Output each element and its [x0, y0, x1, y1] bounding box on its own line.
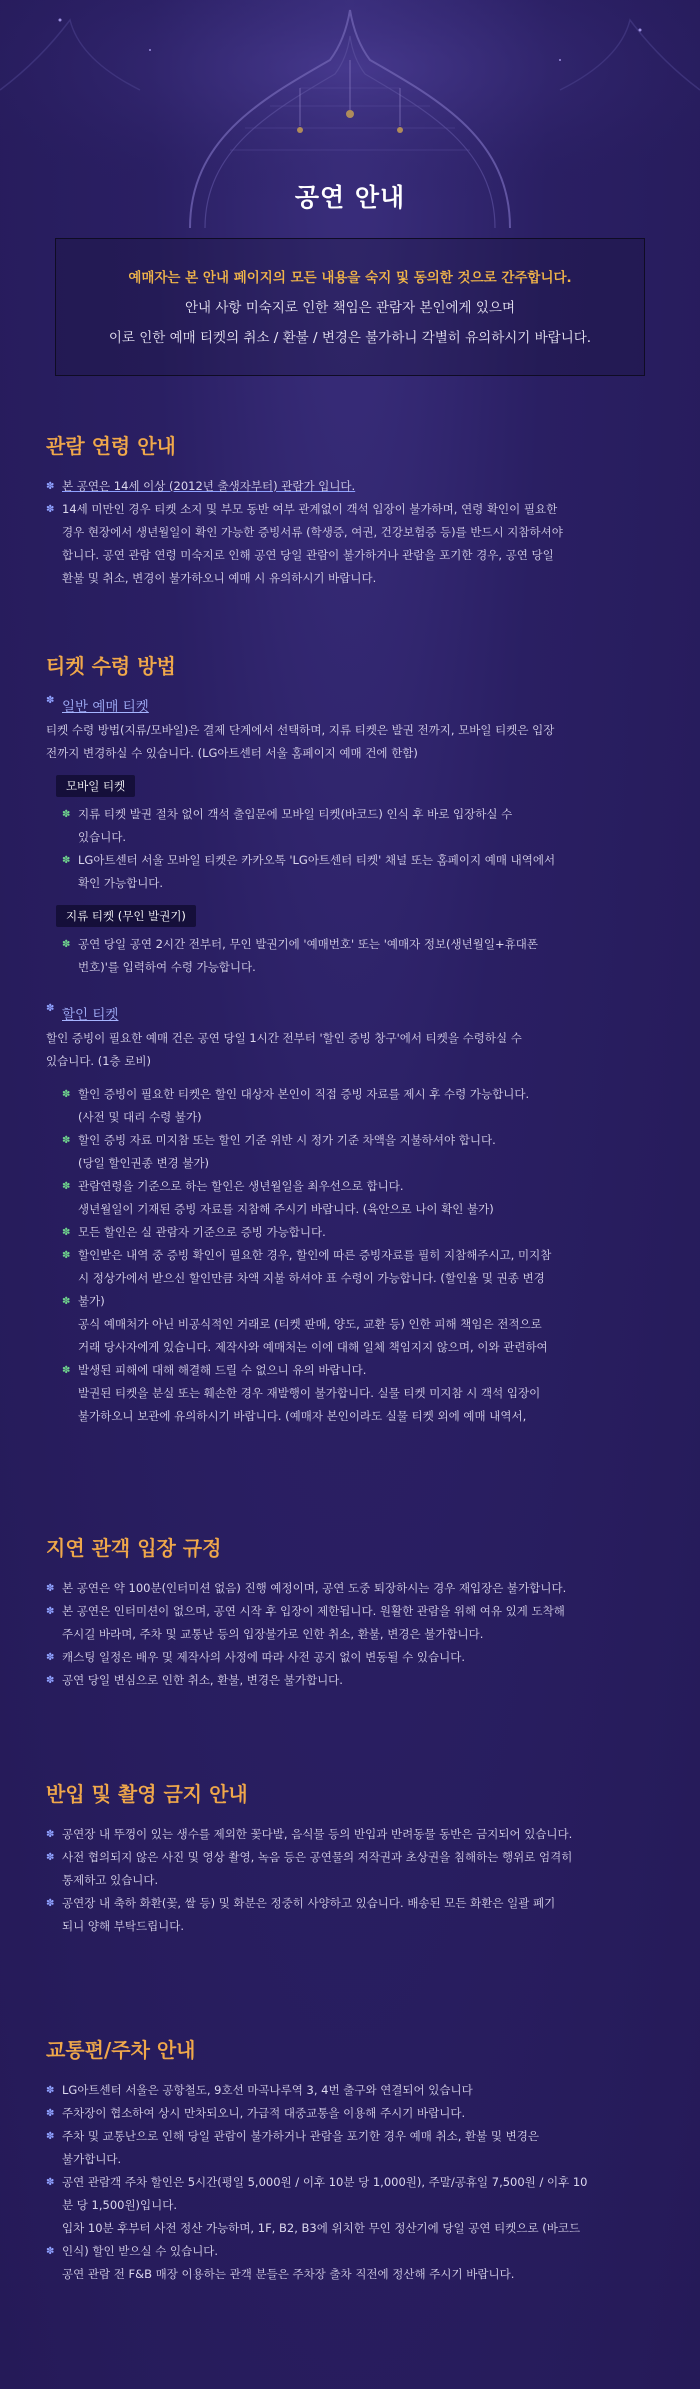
bullet-cont: 시 정상가에서 받으신 할인만큼 차액 지불 하셔야 표 수령이 가능합니다. (할인율 및 권종 변경	[78, 1271, 545, 1285]
tag-paper-ticket: 지류 티켓 (무인 발권기)	[56, 905, 196, 927]
bullet-text: 할인 증빙이 필요한 티켓은 할인 대상자 본인이 직접 증빙 자료를 제시 후 수령 가능합니다.	[78, 1087, 530, 1101]
bullet-item	[46, 1600, 666, 1623]
bullet-item	[46, 1846, 666, 1869]
bullet-text: 공연 관람객 주차 할인은 5시간(평일 5,000원 / 이후 10분 당 1,000원), 주말/공휴일 7,500원 / 이후 10	[62, 2175, 588, 2189]
bullet-item	[46, 2079, 666, 2102]
bullet-cont: 공연 관람 전 F&B 매장 이용하는 관객 분들은 주차장 출차 직전에 정산해 주시기 바랍니다.	[62, 2267, 515, 2281]
bullet-cont: 있습니다.	[78, 830, 127, 844]
bullet-text: 사전 협의되지 않은 사진 및 영상 촬영, 녹음 등은 공연물의 저작권과 초상권을 침해하는 행위로 엄격히	[62, 1850, 573, 1864]
section-title: 교통편/주차 안내	[46, 2038, 196, 2062]
text-line: 티켓 수령 방법(지류/모바일)은 결제 단계에서 선택하며, 지류 티켓은 발권 전까지, 모바일 티켓은 입장	[46, 723, 555, 737]
bullet-text: LG아트센터 서울 모바일 티켓은 카카오톡 'LG아트센터 티켓' 채널 또는 홈페이지 예매 내역에서	[78, 853, 556, 867]
bullet-item	[46, 1646, 666, 1669]
bullet-item	[46, 475, 666, 498]
notice-line: 이로 인한 예매 티켓의 취소 / 환불 / 변경은 불가하니 각별히 유의하시기 바랍니다.	[108, 330, 592, 346]
bullet-text: 모든 할인은 실 관람자 기준으로 증빙 가능합니다.	[78, 1225, 326, 1239]
bullet-item	[46, 2125, 666, 2148]
bullet-text: 공연장 내 축하 화환(꽃, 쌀 등) 및 화분은 정중히 사양하고 있습니다. 배송된 모든 화환은 일괄 폐기	[62, 1896, 556, 1910]
notice-highlight: 예매자는 본 안내 페이지의 모든 내용을 숙지 및 동의한 것으로 간주합니다.	[128, 270, 572, 286]
section-title: 관람 연령 안내	[46, 434, 176, 458]
bullet-item	[62, 1290, 666, 1313]
bullet-text: 본 공연은 인터미션이 없으며, 공연 시작 후 입장이 제한됩니다. 원활한 관람을 위해 여유 있게 도착해	[62, 1604, 565, 1618]
section-prohibition	[46, 1778, 666, 1938]
section-title: 티켓 수령 방법	[46, 654, 176, 678]
bullet-cont: 공식 예매처가 아닌 비공식적인 거래로 (티켓 판매, 양도, 교환 등) 인한 피해 책임은 전적으로	[78, 1317, 542, 1331]
bullet-cont: 통제하고 있습니다.	[62, 1873, 159, 1887]
bullet-item	[46, 2102, 666, 2125]
bullet-text: 할인받은 내역 중 증빙 확인이 필요한 경우, 할인에 따른 증빙자료를 필히 지참해주시고, 미지참	[78, 1248, 552, 1262]
section-late-entry	[46, 1532, 666, 1692]
bullet-text: 지류 티켓 발권 절차 없이 객석 출입문에 모바일 티켓(바코드) 인식 후 바로 입장하실 수	[78, 807, 513, 821]
bullet-text: 주차장이 협소하여 상시 만차되오니, 가급적 대중교통을 이용해 주시기 바랍니다.	[62, 2106, 466, 2120]
bullet-text: 할인 증빙 자료 미지참 또는 할인 기준 위반 시 정가 기준 차액을 지불하셔야 합니다.	[78, 1133, 496, 1147]
bullet-text: 주차 및 교통난으로 인해 당일 관람이 불가하거나 관람을 포기한 경우 예매 취소, 환불 및 변경은	[62, 2129, 539, 2143]
notice-line: 안내 사항 미숙지로 인한 책임은 관람자 본인에게 있으며	[185, 300, 515, 316]
bullet-cont: (사전 및 대리 수령 불가)	[78, 1110, 202, 1124]
bullet-cont: 환불 및 취소, 변경이 불가하오니 예매 시 유의하시기 바랍니다.	[62, 571, 377, 585]
bullet-text: 캐스팅 일정은 배우 및 제작사의 사정에 따라 사전 공지 없이 변동될 수 있습니다.	[62, 1650, 466, 1664]
bullet-cont: 되니 양해 부탁드립니다.	[62, 1919, 185, 1933]
bullet-text: 본 공연은 14세 이상 (2012년 출생자부터) 관람가 입니다.	[62, 479, 356, 493]
bullet-cont: (당일 할인권종 변경 불가)	[78, 1156, 210, 1170]
bullet-cont: 생년월일이 기재된 증빙 자료를 지참해 주시기 바랍니다. (육안으로 나이 확인 불가)	[78, 1202, 494, 1216]
bullet-text: 발생된 피해에 대해 해결해 드릴 수 없으니 유의 바랍니다.	[78, 1363, 367, 1377]
bullet-item	[46, 1577, 666, 1600]
hero-banner	[0, 0, 700, 228]
subsection-title: 일반 예매 티켓	[62, 699, 149, 715]
bullet-item	[46, 2240, 666, 2263]
bullet-item	[62, 803, 666, 826]
bullet-cont: 거래 당사자에게 있습니다. 제작사와 예매처는 이에 대해 일체 책임지지 않으며, 이와 관련하여	[78, 1340, 548, 1354]
bullet-text: 인식) 할인 받으실 수 있습니다.	[62, 2244, 219, 2258]
subsection-general	[46, 695, 666, 715]
bullet-item	[46, 1892, 666, 1915]
bullet-text: 관람연령을 기준으로 하는 할인은 생년월일을 최우선으로 합니다.	[78, 1179, 404, 1193]
bullet-item	[46, 1823, 666, 1846]
bullet-cont: 불가하오니 보관에 유의하시기 바랍니다. (예매자 본인이라도 실물 티켓 외에 예매 내역서,	[78, 1409, 527, 1423]
tag-mobile-ticket: 모바일 티켓	[56, 775, 135, 797]
text-line: 할인 증빙이 필요한 예매 건은 공연 당일 1시간 전부터 '할인 증빙 창구'에서 티켓을 수령하실 수	[46, 1031, 522, 1045]
bullet-item	[62, 1359, 666, 1382]
bullet-cont: 경우 현장에서 생년월일이 확인 가능한 증빙서류 (학생증, 여권, 건강보험증 등)를 반드시 지참하셔야	[62, 525, 563, 539]
bullet-item	[62, 1175, 666, 1198]
bullet-cont: 분 당 1,500원)입니다.	[62, 2198, 178, 2212]
bullet-text: 공연 당일 공연 2시간 전부터, 무인 발권기에 '예매번호' 또는 '예매자 정보(생년월일+휴대폰	[78, 937, 538, 951]
bullet-text: 공연장 내 뚜껑이 있는 생수를 제외한 꽃다발, 음식물 등의 반입과 반려동물 동반은 금지되어 있습니다.	[62, 1827, 573, 1841]
bullet-text: 공연 당일 변심으로 인한 취소, 환불, 변경은 불가합니다.	[62, 1673, 343, 1687]
bullet-cont: 주시길 바라며, 주차 및 교통난 등의 입장불가로 인한 취소, 환불, 변경은 불가합니다.	[62, 1627, 484, 1641]
bullet-text: LG아트센터 서울은 공항철도, 9호선 마곡나루역 3, 4번 출구와 연결되어 있습니다	[62, 2083, 473, 2097]
bullet-text: 불가)	[78, 1294, 105, 1308]
bullet-item	[62, 1083, 666, 1106]
notice-box	[55, 238, 645, 376]
text-line: 있습니다. (1층 로비)	[46, 1054, 152, 1068]
bullet-item	[62, 849, 666, 872]
subsection-discount	[46, 1003, 666, 1023]
bullet-cont: 번호)'를 입력하여 수령 가능합니다.	[78, 960, 256, 974]
page-title: 공연 안내	[294, 183, 406, 212]
bullet-item	[46, 2171, 666, 2194]
bullet-cont: 입차 10분 후부터 사전 정산 가능하며, 1F, B2, B3에 위치한 무인 정산기에 당일 공연 티켓으로 (바코드	[62, 2221, 581, 2235]
section-ticket	[46, 650, 666, 1428]
text-line: 전까지 변경하실 수 있습니다. (LG아트센터 서울 홈페이지 예매 건에 한함)	[46, 746, 418, 760]
bullet-item	[46, 1669, 666, 1692]
section-age	[46, 430, 666, 590]
section-title: 지연 관객 입장 규정	[46, 1536, 222, 1560]
bullet-item	[62, 933, 666, 956]
subsection-title: 할인 티켓	[62, 1007, 119, 1023]
bullet-text: 본 공연은 약 100분(인터미션 없음) 진행 예정이며, 공연 도중 퇴장하시는 경우 재입장은 불가합니다.	[62, 1581, 567, 1595]
bullet-cont: 발권된 티켓을 분실 또는 훼손한 경우 재발행이 불가합니다. 실물 티켓 미지참 시 객석 입장이	[78, 1386, 541, 1400]
bullet-cont: 불가합니다.	[62, 2152, 122, 2166]
bullet-item	[62, 1221, 666, 1244]
bullet-cont: 확인 가능합니다.	[78, 876, 164, 890]
section-transport	[46, 2034, 666, 2286]
section-title: 반입 및 촬영 금지 안내	[46, 1782, 248, 1806]
bullet-item	[62, 1129, 666, 1152]
bullet-cont: 합니다. 공연 관람 연령 미숙지로 인해 공연 당일 관람이 불가하거나 관람을 포기한 경우, 공연 당일	[62, 548, 554, 562]
bullet-text: 14세 미만인 경우 티켓 소지 및 부모 동반 여부 관계없이 객석 입장이 불가하며, 연령 확인이 필요한	[62, 502, 558, 516]
bullet-item	[62, 1244, 666, 1267]
bullet-item	[46, 498, 666, 521]
